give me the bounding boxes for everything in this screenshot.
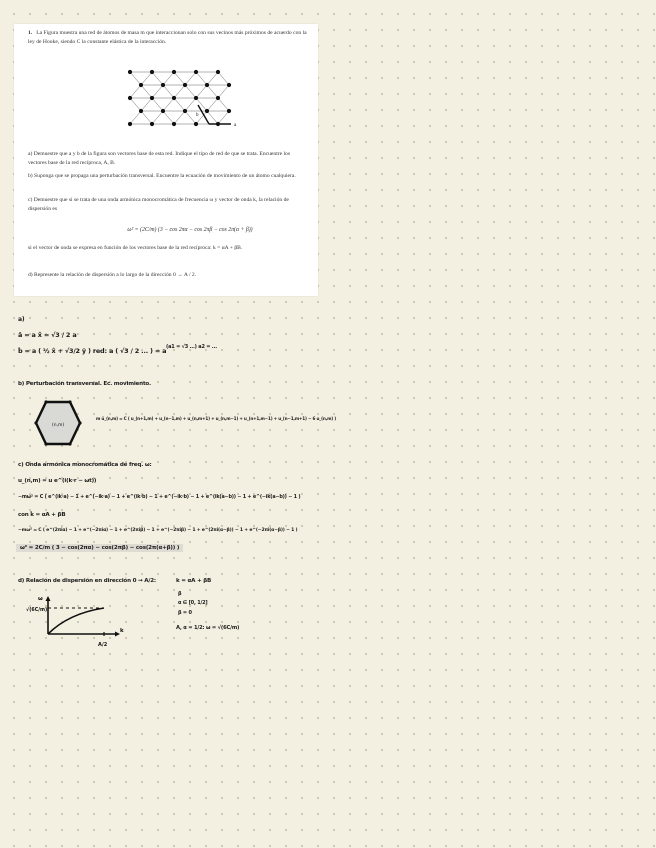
dispersion-sketch-graph [26,594,130,652]
note-c-line2: −mω² = C ( e^(ik·a) − 1 + e^(−ik·a) − 1 + e^(ik·b) − 1 + e^(−ik·b) − 1 + e^(ik(a−b)) − 1 + e^(−ik(a−b)) − 1 ) [18,494,301,500]
note-c-line3: con k̄ = αA + βB [18,512,66,518]
note-b-equation: m ü_(n,m) = C ( u_(n+1,m) + u_(n−1,m) + u_(n,m+1) + u_(n,m−1) + u_(n+1,m−1) + u_(n−1,m+1) − 6 u_(n,m) ) [96,416,336,421]
note-c-title: c) Onda armónica monocromática de freq. ω: [18,462,152,468]
note-a-line2: b̂ = a ( ½ x̂ + √3/2 ŷ ) red: a ( √3 / 2 ... ) = a [18,347,167,355]
vector-b-label: b [196,113,199,118]
problem-card [14,24,318,296]
hexagon-neighbors-sketch [26,394,92,452]
note-a-label: a) [18,316,25,323]
note-c-result: ω² = 2C/m ( 3 − cos(2πα) − cos(2πβ) − cos(2π(α+β)) ) [16,544,183,552]
problem-number: 1. [28,30,33,36]
problem-intro [28,29,310,47]
graph-y-axis-label: ω [38,596,43,602]
note-d-right1: k = αA + βB [176,578,212,584]
note-c-line4: −mω² = C ( e^(2πiα) − 1 + e^(−2πiα) − 1 + e^(2πiβ) − 1 + e^(−2πiβ) − 1 + e^(2πi(α−β)) − 1 + e^(−2πi(α−β)) − 1 ) [18,528,298,533]
problem-part-c: c) Demuestre que si se trata de una onda armónica monocromática de frecuencia ω y vector de onda k, la relación de dispersión es [28,197,289,212]
hexagon-center-label: (n,m) [52,423,65,428]
problem-part-d: d) Represente la relación de dispersión a lo largo de la dirección 0 → A / 2. [28,272,197,278]
note-b-title: b) Perturbación transversal. Ec. movimiento. [18,381,151,387]
problem-intro-text: La Figura muestra una red de átomos de masa m que interaccionan solo con sus vecinos más próximos de acuerdo con la ley de Hooke, siendo C la constante elástica de la interacción. [28,30,307,45]
note-d-right3: α ∈ [0, 1/2] [178,600,208,606]
graph-x-axis-label: k [120,628,124,634]
note-d-title: d) Relación de dispersión en dirección 0 → A/2: [18,578,156,584]
note-c-line1: u_(n,m) = u e^(i(k·r − ωt)) [18,478,97,484]
note-d-right5: A, α = 1/2: ω = √(6C/m) [176,625,240,631]
vector-a-label: a [234,123,237,128]
vector-b-arrow [198,105,209,124]
note-a-brace: (a1 = √3 ...) a2 = ... [166,344,217,350]
problem-part-c-continued: si el vector de onda se expresa en función de los vectores base de la red recíproca: k = αA + βB. [28,245,243,251]
note-d-right4: β = 0 [178,610,192,616]
note-a-line1: â = a x̂ = √3 / 2 a [18,331,77,339]
problem-part-b: b) Suponga que se propaga una perturbación transversal. Encuentre la ecuación de movimiento de un átomo cualquiera. [28,173,296,179]
note-d-right2: β [178,591,182,597]
graph-x-axis-value: A/2 [98,642,108,648]
dispersion-formula: ω² = (2C/m) (3 − cos 2πα − cos 2πβ − cos 2π(α + β)) [127,227,253,233]
problem-part-a: a) Demuestre que a y b de la figura son vectores base de esta red. Indique el tipo de red de que se trata. Encuentre los vectores base de la red recíproca, A, B. [28,151,291,166]
triangular-lattice-figure [116,68,246,140]
graph-y-axis-value: √(6C/m) [26,608,48,613]
